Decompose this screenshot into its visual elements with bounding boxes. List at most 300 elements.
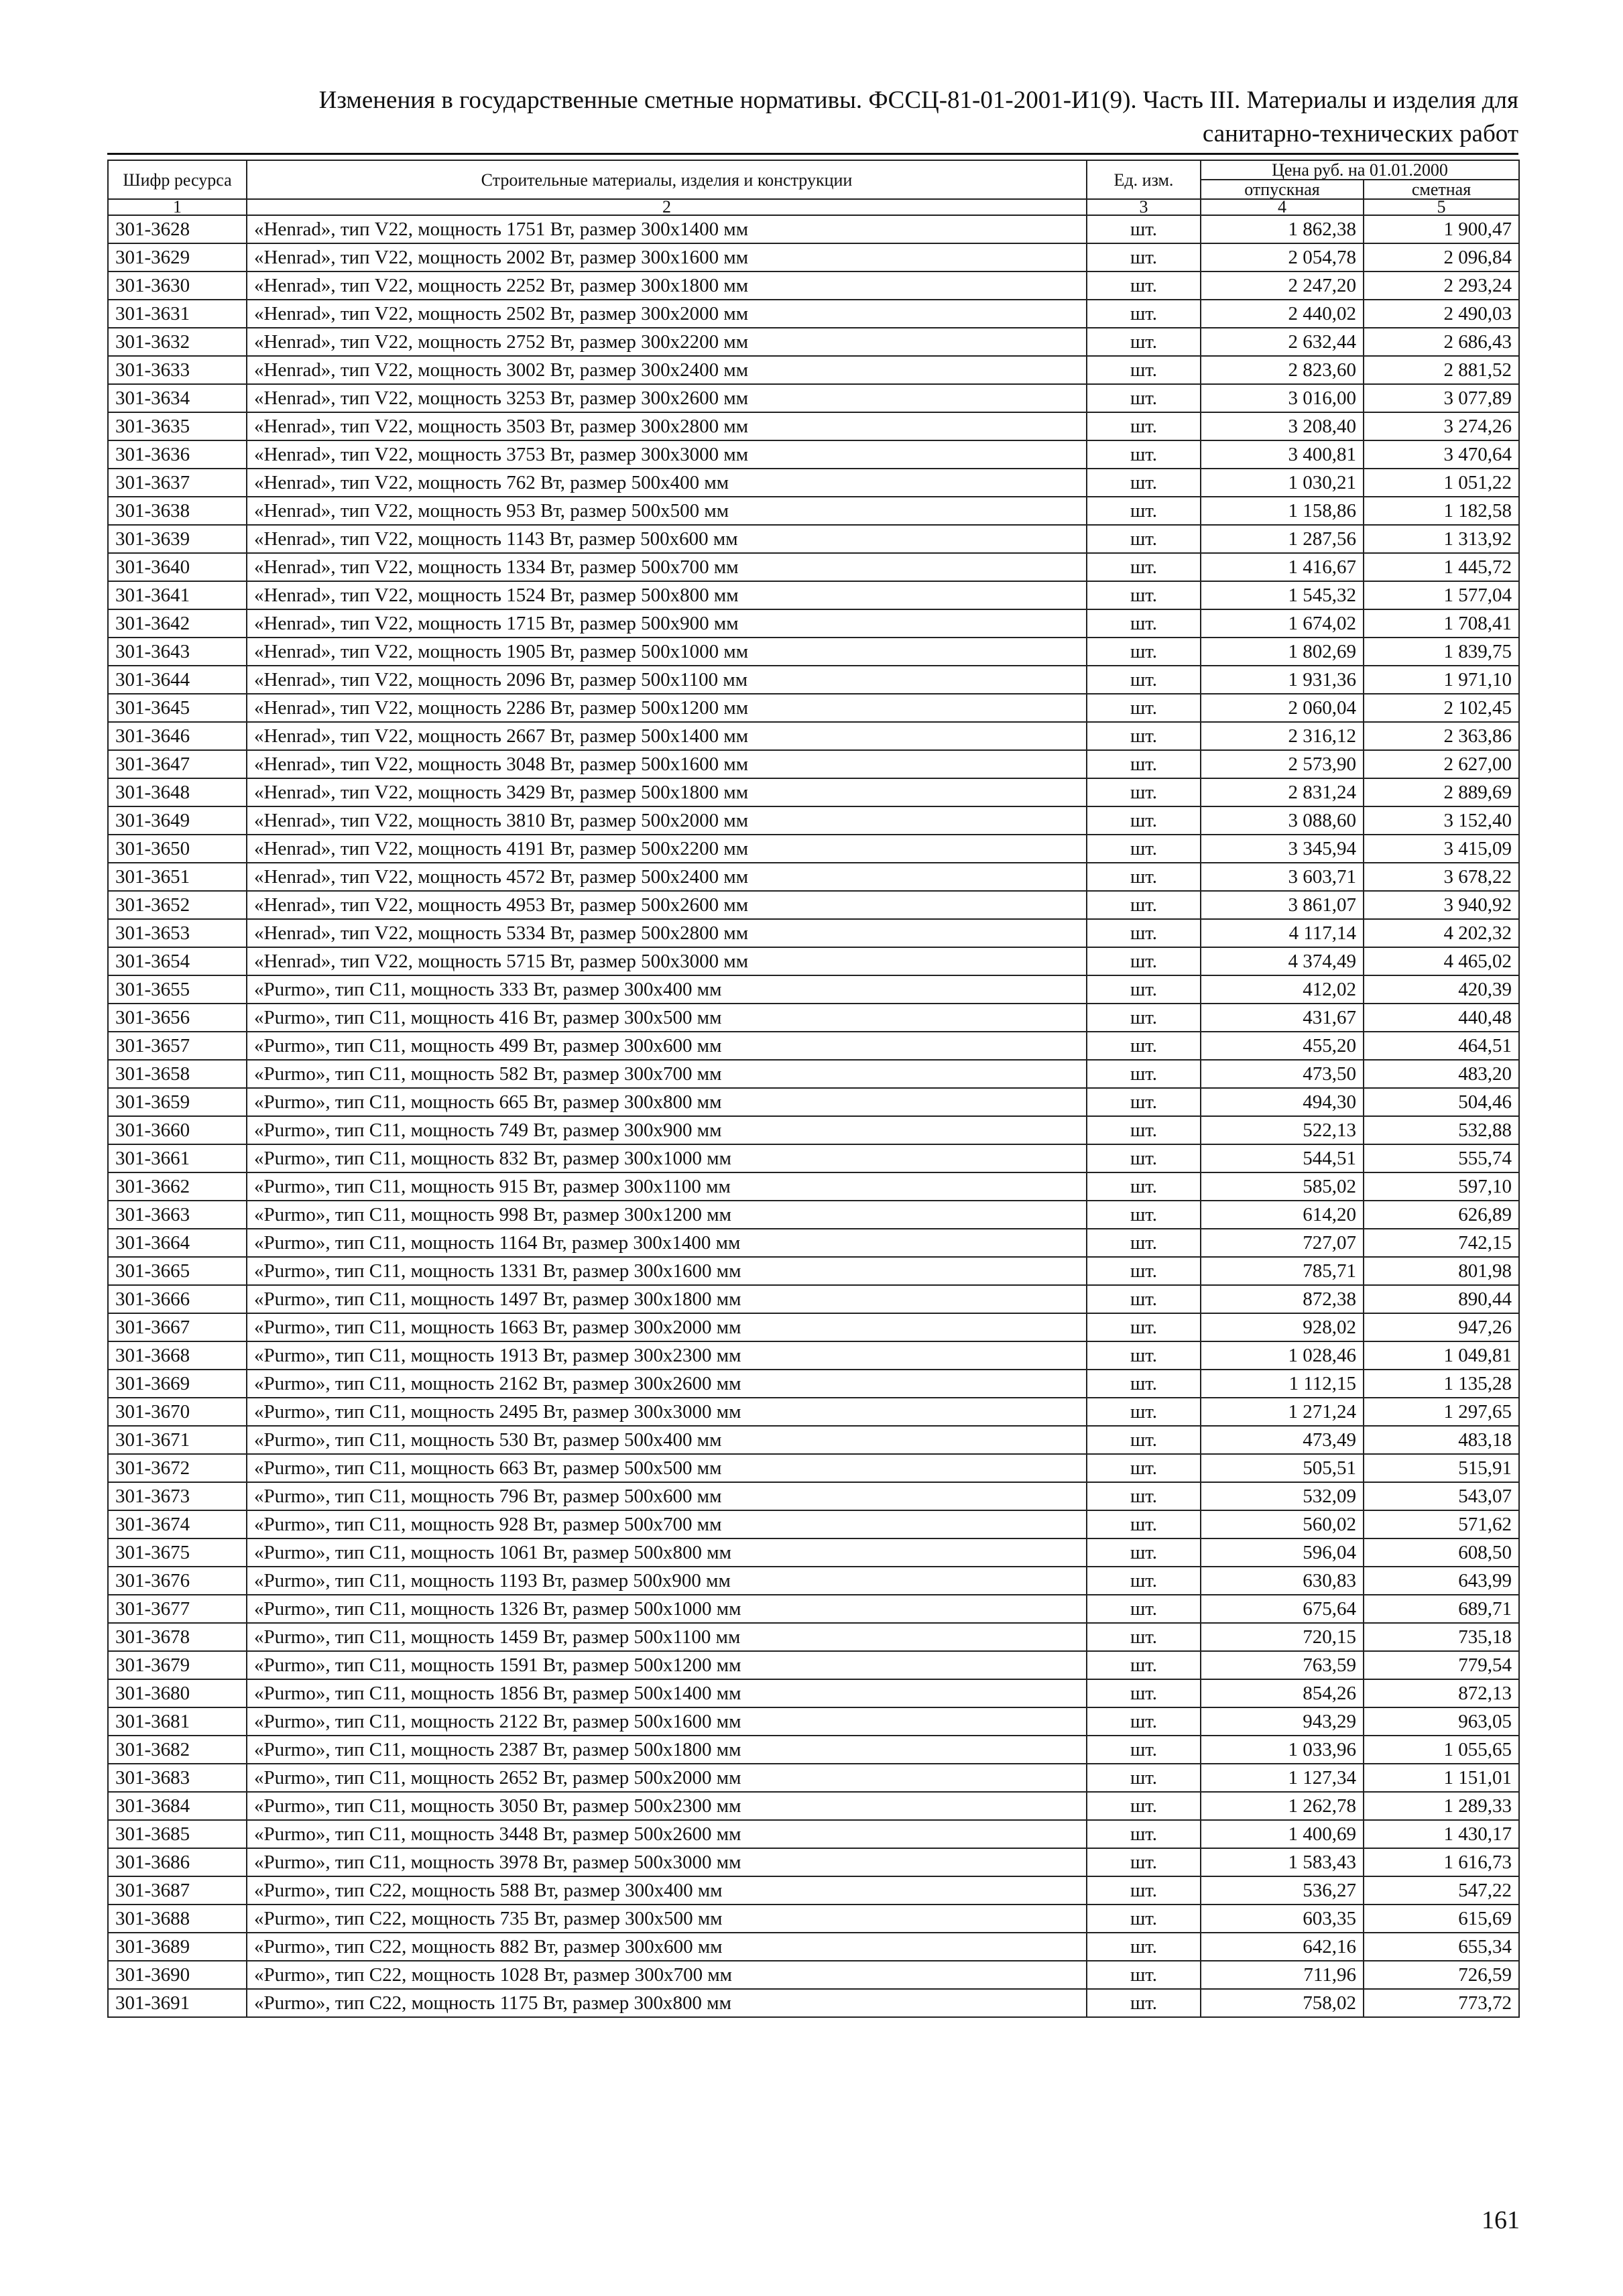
table-row xyxy=(108,1933,1519,1961)
resource-code: 301-3680 xyxy=(108,1679,247,1707)
resource-code: 301-3628 xyxy=(108,215,247,243)
price-estimate: 547,22 xyxy=(1364,1876,1519,1905)
unit: шт. xyxy=(1087,1707,1201,1736)
price-release: 1 112,15 xyxy=(1201,1370,1364,1398)
header-colnum-1: 1 xyxy=(108,199,247,215)
price-estimate: 2 889,69 xyxy=(1364,778,1519,806)
material-name: «Henrad», тип V22, мощность 1715 Вт, размер 500х900 мм xyxy=(247,609,1087,638)
unit: шт. xyxy=(1087,469,1201,497)
price-release: 763,59 xyxy=(1201,1651,1364,1679)
material-name: «Henrad», тип V22, мощность 2002 Вт, размер 300х1600 мм xyxy=(247,243,1087,271)
unit: шт. xyxy=(1087,1088,1201,1116)
resource-code: 301-3666 xyxy=(108,1285,247,1313)
price-release: 872,38 xyxy=(1201,1285,1364,1313)
price-estimate: 1 182,58 xyxy=(1364,497,1519,525)
table-row xyxy=(108,1341,1519,1370)
price-release: 758,02 xyxy=(1201,1989,1364,2017)
price-release: 1 158,86 xyxy=(1201,497,1364,525)
material-name: «Purmo», тип C11, мощность 1326 Вт, размер 500х1000 мм xyxy=(247,1595,1087,1623)
resource-code: 301-3689 xyxy=(108,1933,247,1961)
unit: шт. xyxy=(1087,300,1201,328)
price-release: 2 247,20 xyxy=(1201,271,1364,300)
price-estimate: 504,46 xyxy=(1364,1088,1519,1116)
price-estimate: 3 274,26 xyxy=(1364,412,1519,440)
price-estimate: 655,34 xyxy=(1364,1933,1519,1961)
page-number: 161 xyxy=(1482,2206,1520,2234)
table-row xyxy=(108,1961,1519,1989)
material-name: «Purmo», тип C11, мощность 1193 Вт, размер 500х900 мм xyxy=(247,1567,1087,1595)
resource-code: 301-3632 xyxy=(108,328,247,356)
price-release: 2 440,02 xyxy=(1201,300,1364,328)
material-name: «Purmo», тип C11, мощность 3978 Вт, размер 500х3000 мм xyxy=(247,1848,1087,1876)
price-release: 2 573,90 xyxy=(1201,750,1364,778)
price-estimate: 3 077,89 xyxy=(1364,384,1519,412)
price-estimate: 1 430,17 xyxy=(1364,1820,1519,1848)
table-row xyxy=(108,722,1519,750)
material-name: «Henrad», тип V22, мощность 3048 Вт, размер 500х1600 мм xyxy=(247,750,1087,778)
resource-code: 301-3646 xyxy=(108,722,247,750)
material-name: «Purmo», тип C11, мощность 832 Вт, размер 300х1000 мм xyxy=(247,1144,1087,1172)
unit: шт. xyxy=(1087,778,1201,806)
table-row xyxy=(108,1144,1519,1172)
material-name: «Purmo», тип C11, мощность 582 Вт, размер 300х700 мм xyxy=(247,1060,1087,1088)
price-release: 4 117,14 xyxy=(1201,919,1364,947)
material-name: «Henrad», тип V22, мощность 1143 Вт, размер 500х600 мм xyxy=(247,525,1087,553)
header-price: Цена руб. на 01.01.2000 xyxy=(1201,160,1519,180)
table-row xyxy=(108,581,1519,609)
unit: шт. xyxy=(1087,1454,1201,1482)
resource-code: 301-3675 xyxy=(108,1538,247,1567)
table-row xyxy=(108,1651,1519,1679)
price-estimate: 1 971,10 xyxy=(1364,666,1519,694)
unit: шт. xyxy=(1087,1004,1201,1032)
unit: шт. xyxy=(1087,891,1201,919)
table-row xyxy=(108,806,1519,835)
material-name: «Henrad», тип V22, мощность 3253 Вт, размер 300х2600 мм xyxy=(247,384,1087,412)
table-row xyxy=(108,440,1519,469)
unit: шт. xyxy=(1087,1905,1201,1933)
table-row xyxy=(108,271,1519,300)
price-release: 494,30 xyxy=(1201,1088,1364,1116)
price-release: 1 287,56 xyxy=(1201,525,1364,553)
unit: шт. xyxy=(1087,1482,1201,1510)
material-name: «Purmo», тип C11, мощность 796 Вт, размер 500х600 мм xyxy=(247,1482,1087,1510)
price-release: 675,64 xyxy=(1201,1595,1364,1623)
unit: шт. xyxy=(1087,1876,1201,1905)
material-name: «Purmo», тип C11, мощность 915 Вт, размер 300х1100 мм xyxy=(247,1172,1087,1201)
price-estimate: 2 102,45 xyxy=(1364,694,1519,722)
resource-code: 301-3648 xyxy=(108,778,247,806)
price-release: 1 583,43 xyxy=(1201,1848,1364,1876)
table-row xyxy=(108,1088,1519,1116)
price-estimate: 515,91 xyxy=(1364,1454,1519,1482)
price-estimate: 532,88 xyxy=(1364,1116,1519,1144)
unit: шт. xyxy=(1087,384,1201,412)
price-estimate: 947,26 xyxy=(1364,1313,1519,1341)
table-row xyxy=(108,1623,1519,1651)
price-release: 1 400,69 xyxy=(1201,1820,1364,1848)
price-release: 1 033,96 xyxy=(1201,1736,1364,1764)
unit: шт. xyxy=(1087,1567,1201,1595)
unit: шт. xyxy=(1087,356,1201,384)
resource-code: 301-3653 xyxy=(108,919,247,947)
unit: шт. xyxy=(1087,581,1201,609)
unit: шт. xyxy=(1087,1398,1201,1426)
table-row xyxy=(108,1679,1519,1707)
table-row xyxy=(108,356,1519,384)
resource-code: 301-3674 xyxy=(108,1510,247,1538)
unit: шт. xyxy=(1087,694,1201,722)
material-name: «Purmo», тип C22, мощность 1175 Вт, размер 300х800 мм xyxy=(247,1989,1087,2017)
header-code: Шифр ресурса xyxy=(108,160,247,199)
price-estimate: 735,18 xyxy=(1364,1623,1519,1651)
unit: шт. xyxy=(1087,975,1201,1004)
resource-code: 301-3667 xyxy=(108,1313,247,1341)
table-row xyxy=(108,243,1519,271)
price-release: 473,50 xyxy=(1201,1060,1364,1088)
price-estimate: 3 470,64 xyxy=(1364,440,1519,469)
resource-code: 301-3669 xyxy=(108,1370,247,1398)
material-name: «Henrad», тип V22, мощность 2252 Вт, размер 300х1800 мм xyxy=(247,271,1087,300)
price-release: 473,49 xyxy=(1201,1426,1364,1454)
table-row xyxy=(108,1426,1519,1454)
material-name: «Henrad», тип V22, мощность 4191 Вт, размер 500х2200 мм xyxy=(247,835,1087,863)
price-release: 928,02 xyxy=(1201,1313,1364,1341)
price-release: 412,02 xyxy=(1201,975,1364,1004)
material-name: «Henrad», тип V22, мощность 4953 Вт, размер 500х2600 мм xyxy=(247,891,1087,919)
table-row xyxy=(108,1285,1519,1313)
material-name: «Purmo», тип C22, мощность 735 Вт, размер 300х500 мм xyxy=(247,1905,1087,1933)
header-title-line2: санитарно-технических работ xyxy=(1202,120,1518,147)
material-name: «Purmo», тип C11, мощность 1913 Вт, размер 300х2300 мм xyxy=(247,1341,1087,1370)
price-release: 536,27 xyxy=(1201,1876,1364,1905)
resource-code: 301-3650 xyxy=(108,835,247,863)
price-estimate: 1 839,75 xyxy=(1364,638,1519,666)
unit: шт. xyxy=(1087,1651,1201,1679)
material-name: «Purmo», тип C11, мощность 1856 Вт, размер 500х1400 мм xyxy=(247,1679,1087,1707)
resource-code: 301-3682 xyxy=(108,1736,247,1764)
resource-code: 301-3631 xyxy=(108,300,247,328)
price-release: 3 016,00 xyxy=(1201,384,1364,412)
material-name: «Purmo», тип C11, мощность 3448 Вт, размер 500х2600 мм xyxy=(247,1820,1087,1848)
material-name: «Henrad», тип V22, мощность 1905 Вт, размер 500х1000 мм xyxy=(247,638,1087,666)
table-row xyxy=(108,1510,1519,1538)
resource-code: 301-3671 xyxy=(108,1426,247,1454)
price-release: 1 802,69 xyxy=(1201,638,1364,666)
unit: шт. xyxy=(1087,1229,1201,1257)
material-name: «Purmo», тип C11, мощность 1061 Вт, размер 500х800 мм xyxy=(247,1538,1087,1567)
price-release: 505,51 xyxy=(1201,1454,1364,1482)
resource-code: 301-3691 xyxy=(108,1989,247,2017)
material-name: «Purmo», тип C11, мощность 1591 Вт, размер 500х1200 мм xyxy=(247,1651,1087,1679)
header-colnum-2: 2 xyxy=(247,199,1087,215)
resource-code: 301-3630 xyxy=(108,271,247,300)
price-estimate: 2 293,24 xyxy=(1364,271,1519,300)
unit: шт. xyxy=(1087,863,1201,891)
unit: шт. xyxy=(1087,553,1201,581)
material-name: «Henrad», тип V22, мощность 2502 Вт, размер 300х2000 мм xyxy=(247,300,1087,328)
price-estimate: 890,44 xyxy=(1364,1285,1519,1313)
unit: шт. xyxy=(1087,1820,1201,1848)
price-estimate: 2 627,00 xyxy=(1364,750,1519,778)
resource-code: 301-3637 xyxy=(108,469,247,497)
price-estimate: 555,74 xyxy=(1364,1144,1519,1172)
material-name: «Purmo», тип C11, мощность 530 Вт, размер 500х400 мм xyxy=(247,1426,1087,1454)
price-release: 1 127,34 xyxy=(1201,1764,1364,1792)
resource-code: 301-3654 xyxy=(108,947,247,975)
unit: шт. xyxy=(1087,1201,1201,1229)
resource-code: 301-3639 xyxy=(108,525,247,553)
resource-code: 301-3686 xyxy=(108,1848,247,1876)
unit: шт. xyxy=(1087,1032,1201,1060)
resource-code: 301-3688 xyxy=(108,1905,247,1933)
price-estimate: 1 577,04 xyxy=(1364,581,1519,609)
material-name: «Henrad», тип V22, мощность 4572 Вт, размер 500х2400 мм xyxy=(247,863,1087,891)
price-release: 596,04 xyxy=(1201,1538,1364,1567)
resource-code: 301-3677 xyxy=(108,1595,247,1623)
table-row xyxy=(108,835,1519,863)
table-row xyxy=(108,1257,1519,1285)
price-estimate: 1 708,41 xyxy=(1364,609,1519,638)
material-name: «Purmo», тип C11, мощность 928 Вт, размер 500х700 мм xyxy=(247,1510,1087,1538)
unit: шт. xyxy=(1087,1370,1201,1398)
resource-code: 301-3644 xyxy=(108,666,247,694)
resource-code: 301-3664 xyxy=(108,1229,247,1257)
table-row xyxy=(108,1116,1519,1144)
price-estimate: 2 096,84 xyxy=(1364,243,1519,271)
price-release: 943,29 xyxy=(1201,1707,1364,1736)
table-row xyxy=(108,1454,1519,1482)
price-estimate: 440,48 xyxy=(1364,1004,1519,1032)
price-estimate: 1 313,92 xyxy=(1364,525,1519,553)
material-name: «Henrad», тип V22, мощность 5715 Вт, размер 500х3000 мм xyxy=(247,947,1087,975)
unit: шт. xyxy=(1087,328,1201,356)
unit: шт. xyxy=(1087,1989,1201,2017)
price-estimate: 2 490,03 xyxy=(1364,300,1519,328)
table-row xyxy=(108,1004,1519,1032)
table-row xyxy=(108,863,1519,891)
price-estimate: 963,05 xyxy=(1364,1707,1519,1736)
resource-code: 301-3665 xyxy=(108,1257,247,1285)
table-row xyxy=(108,1032,1519,1060)
table-row xyxy=(108,919,1519,947)
unit: шт. xyxy=(1087,1257,1201,1285)
unit: шт. xyxy=(1087,215,1201,243)
resource-code: 301-3641 xyxy=(108,581,247,609)
price-estimate: 773,72 xyxy=(1364,1989,1519,2017)
price-estimate: 571,62 xyxy=(1364,1510,1519,1538)
material-name: «Henrad», тип V22, мощность 5334 Вт, размер 500х2800 мм xyxy=(247,919,1087,947)
price-release: 1 028,46 xyxy=(1201,1341,1364,1370)
unit: шт. xyxy=(1087,835,1201,863)
table-row xyxy=(108,1313,1519,1341)
unit: шт. xyxy=(1087,1172,1201,1201)
resource-code: 301-3659 xyxy=(108,1088,247,1116)
price-release: 1 271,24 xyxy=(1201,1398,1364,1426)
table-row xyxy=(108,750,1519,778)
price-release: 785,71 xyxy=(1201,1257,1364,1285)
resource-code: 301-3656 xyxy=(108,1004,247,1032)
resource-code: 301-3634 xyxy=(108,384,247,412)
price-estimate: 4 202,32 xyxy=(1364,919,1519,947)
table-row xyxy=(108,1398,1519,1426)
material-name: «Purmo», тип C11, мощность 749 Вт, размер 300х900 мм xyxy=(247,1116,1087,1144)
material-name: «Purmo», тип C11, мощность 2495 Вт, размер 300х3000 мм xyxy=(247,1398,1087,1426)
table-row xyxy=(108,1820,1519,1848)
table-row xyxy=(108,525,1519,553)
table-row xyxy=(108,553,1519,581)
header-colnum-5: 5 xyxy=(1364,199,1519,215)
table-row xyxy=(108,1482,1519,1510)
material-name: «Henrad», тип V22, мощность 1334 Вт, размер 500х700 мм xyxy=(247,553,1087,581)
price-release: 522,13 xyxy=(1201,1116,1364,1144)
material-name: «Purmo», тип C11, мощность 663 Вт, размер 500х500 мм xyxy=(247,1454,1087,1482)
resource-code: 301-3652 xyxy=(108,891,247,919)
price-estimate: 1 055,65 xyxy=(1364,1736,1519,1764)
price-release: 1 416,67 xyxy=(1201,553,1364,581)
price-release: 614,20 xyxy=(1201,1201,1364,1229)
price-estimate: 483,18 xyxy=(1364,1426,1519,1454)
header-name: Строительные материалы, изделия и конструкции xyxy=(247,160,1087,199)
price-estimate: 2 686,43 xyxy=(1364,328,1519,356)
resource-code: 301-3649 xyxy=(108,806,247,835)
price-release: 455,20 xyxy=(1201,1032,1364,1060)
resource-code: 301-3658 xyxy=(108,1060,247,1088)
price-release: 2 823,60 xyxy=(1201,356,1364,384)
table-row xyxy=(108,891,1519,919)
unit: шт. xyxy=(1087,1961,1201,1989)
material-name: «Purmo», тип C22, мощность 1028 Вт, размер 300х700 мм xyxy=(247,1961,1087,1989)
price-estimate: 1 445,72 xyxy=(1364,553,1519,581)
table-row xyxy=(108,1848,1519,1876)
material-name: «Henrad», тип V22, мощность 2096 Вт, размер 500х1100 мм xyxy=(247,666,1087,694)
price-estimate: 543,07 xyxy=(1364,1482,1519,1510)
price-release: 3 400,81 xyxy=(1201,440,1364,469)
material-name: «Henrad», тип V22, мощность 953 Вт, размер 500х500 мм xyxy=(247,497,1087,525)
unit: шт. xyxy=(1087,638,1201,666)
price-estimate: 3 678,22 xyxy=(1364,863,1519,891)
table-row xyxy=(108,412,1519,440)
unit: шт. xyxy=(1087,243,1201,271)
price-release: 642,16 xyxy=(1201,1933,1364,1961)
price-release: 2 054,78 xyxy=(1201,243,1364,271)
unit: шт. xyxy=(1087,1426,1201,1454)
table-row xyxy=(108,300,1519,328)
table-row xyxy=(108,778,1519,806)
price-estimate: 464,51 xyxy=(1364,1032,1519,1060)
material-name: «Henrad», тип V22, мощность 3002 Вт, размер 300х2400 мм xyxy=(247,356,1087,384)
resource-code: 301-3633 xyxy=(108,356,247,384)
unit: шт. xyxy=(1087,1933,1201,1961)
resource-code: 301-3645 xyxy=(108,694,247,722)
header-price-release: отпускная xyxy=(1201,180,1364,199)
resource-code: 301-3640 xyxy=(108,553,247,581)
table-row xyxy=(108,497,1519,525)
table-row xyxy=(108,1595,1519,1623)
resource-code: 301-3651 xyxy=(108,863,247,891)
resource-code: 301-3655 xyxy=(108,975,247,1004)
table-row xyxy=(108,1876,1519,1905)
price-estimate: 779,54 xyxy=(1364,1651,1519,1679)
price-estimate: 689,71 xyxy=(1364,1595,1519,1623)
unit: шт. xyxy=(1087,1623,1201,1651)
table-row xyxy=(108,1567,1519,1595)
price-estimate: 726,59 xyxy=(1364,1961,1519,1989)
material-name: «Henrad», тип V22, мощность 1751 Вт, размер 300х1400 мм xyxy=(247,215,1087,243)
resource-code: 301-3638 xyxy=(108,497,247,525)
table-row xyxy=(108,666,1519,694)
material-name: «Purmo», тип C11, мощность 2652 Вт, размер 500х2000 мм xyxy=(247,1764,1087,1792)
price-estimate: 3 940,92 xyxy=(1364,891,1519,919)
table-row xyxy=(108,1172,1519,1201)
unit: шт. xyxy=(1087,1341,1201,1370)
material-name: «Henrad», тип V22, мощность 3503 Вт, размер 300х2800 мм xyxy=(247,412,1087,440)
price-table xyxy=(107,160,1520,2018)
unit: шт. xyxy=(1087,1116,1201,1144)
material-name: «Purmo», тип C11, мощность 998 Вт, размер 300х1200 мм xyxy=(247,1201,1087,1229)
unit: шт. xyxy=(1087,1792,1201,1820)
material-name: «Purmo», тип C11, мощность 2162 Вт, размер 300х2600 мм xyxy=(247,1370,1087,1398)
unit: шт. xyxy=(1087,1848,1201,1876)
price-estimate: 872,13 xyxy=(1364,1679,1519,1707)
material-name: «Henrad», тип V22, мощность 2286 Вт, размер 500х1200 мм xyxy=(247,694,1087,722)
unit: шт. xyxy=(1087,1736,1201,1764)
price-estimate: 1 151,01 xyxy=(1364,1764,1519,1792)
price-estimate: 483,20 xyxy=(1364,1060,1519,1088)
material-name: «Purmo», тип C11, мощность 499 Вт, размер 300х600 мм xyxy=(247,1032,1087,1060)
price-estimate: 643,99 xyxy=(1364,1567,1519,1595)
header-colnum-4: 4 xyxy=(1201,199,1364,215)
unit: шт. xyxy=(1087,947,1201,975)
price-release: 2 632,44 xyxy=(1201,328,1364,356)
table-row xyxy=(108,1736,1519,1764)
resource-code: 301-3673 xyxy=(108,1482,247,1510)
unit: шт. xyxy=(1087,1144,1201,1172)
material-name: «Purmo», тип C11, мощность 665 Вт, размер 300х800 мм xyxy=(247,1088,1087,1116)
resource-code: 301-3676 xyxy=(108,1567,247,1595)
resource-code: 301-3635 xyxy=(108,412,247,440)
header-price-estimate: сметная xyxy=(1364,180,1519,199)
resource-code: 301-3629 xyxy=(108,243,247,271)
price-estimate: 742,15 xyxy=(1364,1229,1519,1257)
price-release: 1 931,36 xyxy=(1201,666,1364,694)
price-release: 2 060,04 xyxy=(1201,694,1364,722)
material-name: «Purmo», тип C11, мощность 333 Вт, размер 300х400 мм xyxy=(247,975,1087,1004)
price-release: 720,15 xyxy=(1201,1623,1364,1651)
price-estimate: 4 465,02 xyxy=(1364,947,1519,975)
price-release: 1 262,78 xyxy=(1201,1792,1364,1820)
table-row xyxy=(108,384,1519,412)
unit: шт. xyxy=(1087,1679,1201,1707)
price-estimate: 801,98 xyxy=(1364,1257,1519,1285)
unit: шт. xyxy=(1087,1595,1201,1623)
resource-code: 301-3687 xyxy=(108,1876,247,1905)
unit: шт. xyxy=(1087,1285,1201,1313)
unit: шт. xyxy=(1087,271,1201,300)
price-release: 1 862,38 xyxy=(1201,215,1364,243)
unit: шт. xyxy=(1087,1764,1201,1792)
price-release: 711,96 xyxy=(1201,1961,1364,1989)
material-name: «Purmo», тип C11, мощность 416 Вт, размер 300х500 мм xyxy=(247,1004,1087,1032)
resource-code: 301-3679 xyxy=(108,1651,247,1679)
material-name: «Henrad», тип V22, мощность 3753 Вт, размер 300х3000 мм xyxy=(247,440,1087,469)
table-row xyxy=(108,1229,1519,1257)
price-estimate: 608,50 xyxy=(1364,1538,1519,1567)
price-estimate: 1 616,73 xyxy=(1364,1848,1519,1876)
resource-code: 301-3690 xyxy=(108,1961,247,1989)
price-estimate: 2 881,52 xyxy=(1364,356,1519,384)
material-name: «Henrad», тип V22, мощность 2667 Вт, размер 500х1400 мм xyxy=(247,722,1087,750)
